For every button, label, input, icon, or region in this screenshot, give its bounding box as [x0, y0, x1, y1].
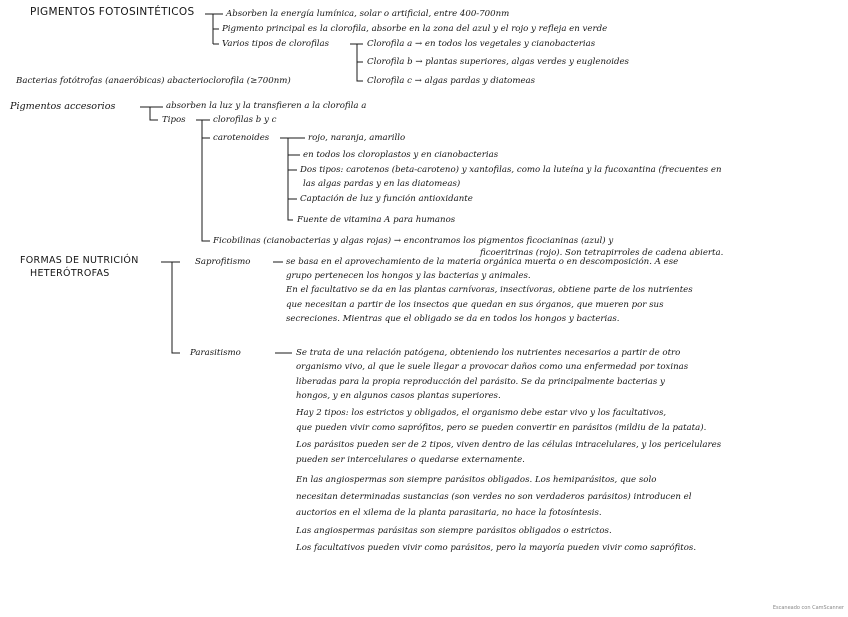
clorofilas-bc: clorofilas b y c	[213, 115, 277, 125]
carotenoides-3b: las algas pardas y en las diatomeas)	[303, 179, 461, 189]
parasitismo-line: organismo vivo, al que le suele llegar a provocar daños como una enfermedad por toxinas	[296, 362, 689, 372]
pigmentos-bullet-2: Pigmento principal es la clorofila, absorbe en la zona del azul y el rojo y refleja en verde	[222, 24, 608, 34]
clorofila-c: Clorofila c → algas pardas y diatomeas	[367, 76, 536, 86]
parasitismo-line: Los parásitos pueden ser de 2 tipos, viven dentro de las células intracelulares, y los pericelulares	[296, 440, 722, 450]
parasitismo-line: Hay 2 tipos: los estrictos y obligados, el organismo debe estar vivo y los facultativos,	[296, 408, 667, 418]
bacterias-fototrofas: Bacterias fotótrofas (anaeróbicas) abacterioclorofila (≥700nm)	[16, 76, 291, 86]
parasitismo-line: liberadas para la propia reproducción del parásito. Se da principalmente bacterias y	[296, 377, 665, 387]
ficobilinas-2: ficoeritrinas (rojo). Son tetrapirroles de cadena abierta.	[480, 248, 724, 258]
carotenoides: carotenoides	[213, 133, 270, 143]
parasitismo-line: que pueden vivir como saprófitos, pero se pueden convertir en parásitos (mildiu de la patata).	[296, 423, 707, 433]
parasitismo-line: Se trata de una relación patógena, obteniendo los nutrientes necesarios a partir de otro	[296, 348, 681, 358]
pigmentos-bullet-1: Absorben la energía lumínica, solar o artificial, entre 400-700nm	[226, 9, 510, 19]
saprofitismo-label: Saprofitismo	[195, 257, 251, 267]
saprofitismo-line: secreciones. Mientras que el obligado se da en todos los hongos y bacterias.	[286, 314, 620, 324]
nutricion-title-1: FORMAS DE NUTRICIÓN	[20, 255, 139, 266]
parasitismo-line: En las angiospermas son siempre parásitos obligados. Los hemiparásitos, que solo	[296, 475, 657, 485]
clorofila-b: Clorofila b → plantas superiores, algas verdes y euglenoides	[367, 57, 629, 67]
saprofitismo-line: se basa en el aprovechamiento de la materia orgánica muerta o en descomposición. A ese	[286, 257, 679, 267]
pigmentos-bullet-3: Varios tipos de clorofilas	[222, 39, 330, 49]
parasitismo-line: necesitan determinadas sustancias (son verdes no son verdaderos parásitos) introducen el	[296, 492, 692, 502]
saprofitismo-line: En el facultativo se da en las plantas carnívoras, insectívoras, obtiene parte de los nutrientes	[286, 285, 693, 295]
accesorios-absorben: absorben la luz y la transfieren a la clorofila a	[166, 101, 367, 111]
parasitismo-line: pueden ser intercelulares o quedarse externamente.	[296, 455, 525, 465]
carotenoides-5: Fuente de vitamina A para humanos	[297, 215, 456, 225]
accesorios-title: Pigmentos accesorios	[10, 101, 116, 112]
parasitismo-label: Parasitismo	[190, 348, 241, 358]
nutricion-title-2: HETERÓTROFAS	[30, 268, 110, 279]
carotenoides-2: en todos los cloroplastos y en cianobacterias	[303, 150, 499, 160]
pigmentos-title: PIGMENTOS FOTOSINTÉTICOS	[30, 6, 195, 18]
accesorios-tipos: Tipos	[162, 115, 186, 125]
carotenoides-4: Captación de luz y función antioxidante	[300, 194, 473, 204]
parasitismo-line: Las angiospermas parásitas son siempre parásitos obligados o estrictos.	[296, 526, 612, 536]
parasitismo-line: Los facultativos pueden vivir como parásitos, pero la mayoría pueden vivir como saprófitos.	[296, 543, 697, 553]
clorofila-a: Clorofila a → en todos los vegetales y cianobacterias	[367, 39, 596, 49]
parasitismo-line: hongos, y en algunos casos plantas superiores.	[296, 391, 501, 401]
saprofitismo-line: grupo pertenecen los hongos y las bacterias y animales.	[286, 271, 531, 281]
ficobilinas: Ficobilinas (cianobacterias y algas rojas) → encontramos los pigmentos ficocianinas (azul) y	[213, 236, 614, 246]
carotenoides-1: rojo, naranja, amarillo	[308, 133, 406, 143]
saprofitismo-line: que necesitan a partir de los insectos que quedan en sus órganos, que mueren por sus	[286, 300, 664, 310]
carotenoides-3a: Dos tipos: carotenos (beta-caroteno) y xantofilas, como la luteína y la fucoxantina (frecuentes en	[300, 165, 722, 175]
parasitismo-line: auctorios en el xilema de la planta parasitaria, no hace la fotosíntesis.	[296, 508, 602, 518]
camscanner-watermark: Escaneado con CamScanner	[772, 605, 844, 611]
